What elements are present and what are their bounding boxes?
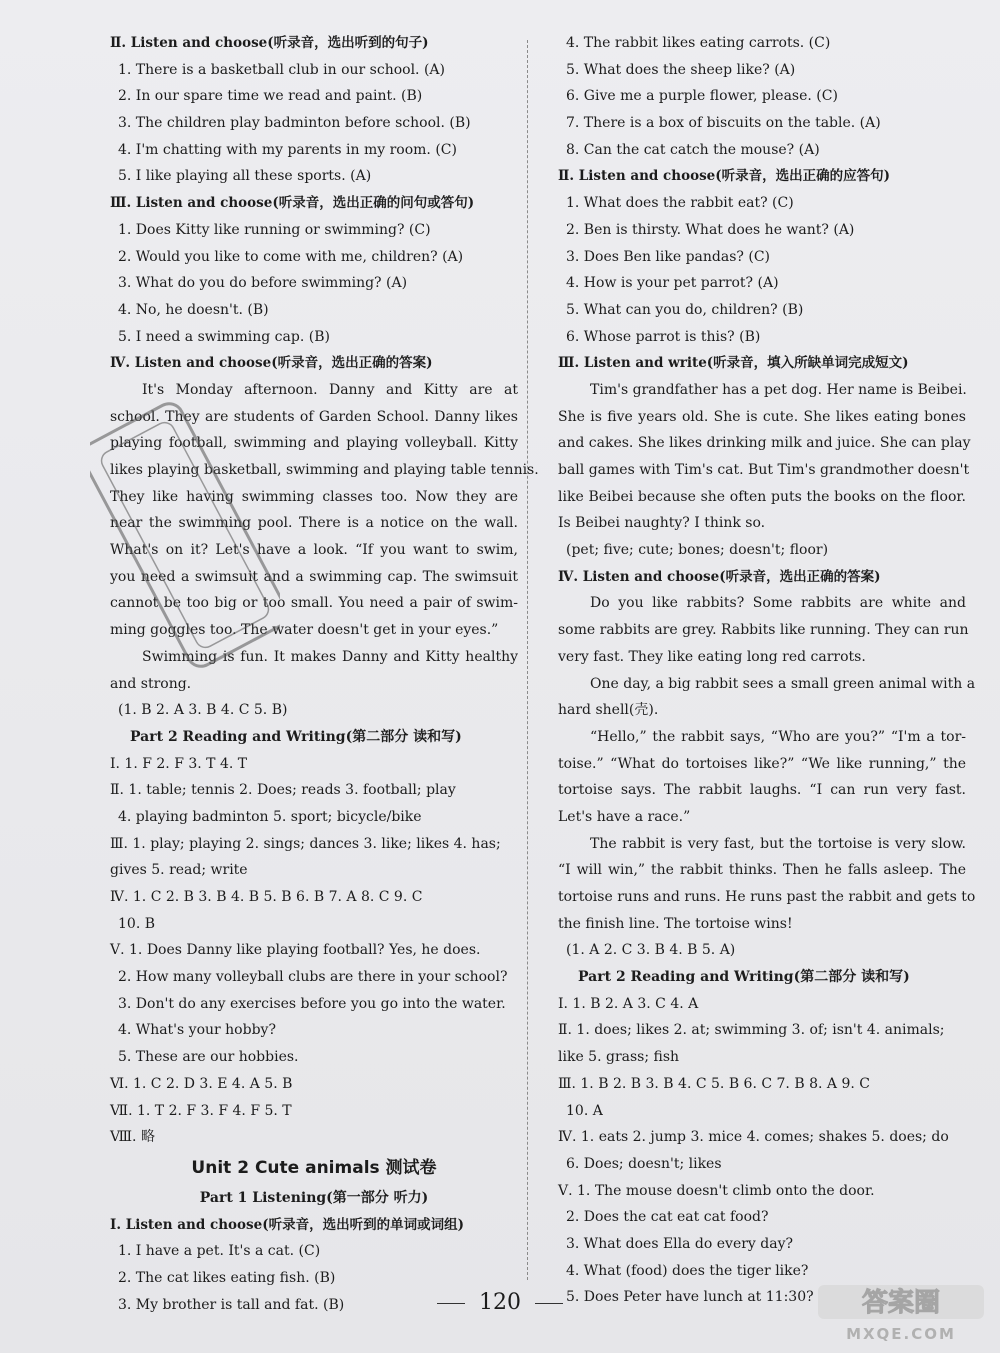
answer-line: 4. I'm chatting with my parents in my room. (C) (118, 141, 457, 158)
answer-line: 4. What's your hobby? (118, 1022, 276, 1039)
answer-line: Ⅴ. 1. Does Danny like playing football? Yes, he does. (110, 942, 481, 959)
answer-line: Ⅱ. 1. table; tennis 2. Does; reads 3. football; play (110, 782, 456, 799)
watermark-top: 答案圈 (861, 1288, 941, 1318)
left-column (110, 30, 539, 1318)
answer-line: 3. My brother is tall and fat. (B) (118, 1296, 345, 1313)
answer-line: 3. What does Ella do every day? (566, 1235, 794, 1252)
answer-line: Ⅲ. 1. play; playing 2. sings; dances 3. like; likes 4. has; (110, 835, 501, 852)
passage-line: What's on it? Let's have a look. “If you want to swim, (110, 542, 518, 559)
passage-line: school. They are students of Garden School. Danny likes (110, 408, 518, 425)
answer-line: 5. Does Peter have lunch at 11:30? (566, 1289, 814, 1306)
answer-line: (pet; five; cute; bones; doesn't; floor) (566, 542, 829, 559)
section-heading: Ⅳ. Listen and choose(听录音，选出正确的答案) (558, 568, 881, 585)
section-heading: Ⅱ. Listen and choose(听录音，选出正确的应答句) (558, 168, 891, 185)
answer-line: 1. I have a pet. It's a cat. (C) (118, 1243, 321, 1260)
answer-line: 5. I need a swimming cap. (B) (118, 328, 330, 345)
answer-line: Ⅴ. 1. The mouse doesn't climb onto the door. (558, 1182, 875, 1199)
column-divider (527, 40, 528, 1280)
answer-line: 3. Does Ben like pandas? (C) (566, 248, 771, 265)
passage-line: Is Beibei naughty? I think so. (558, 515, 766, 532)
answer-line: 4. playing badminton 5. sport; bicycle/bike (118, 808, 422, 825)
section-heading: Ⅱ. Listen and choose(听录音，选出听到的句子) (110, 35, 429, 51)
answer-line: 1. There is a basketball club in our school. (A) (118, 61, 445, 78)
answer-line: 8. Can the cat catch the mouse? (A) (566, 141, 820, 158)
passage-line: They like having swimming classes too. Now they are (110, 488, 518, 505)
answer-line: 6. Does; doesn't; likes (566, 1155, 722, 1172)
passage-line: tortoise says. The rabbit laughs. “I can run very fast. (558, 782, 966, 799)
passage-line: likes playing basketball, swimming and playing table tennis. (110, 462, 539, 478)
answer-line: 5. I like playing all these sports. (A) (118, 168, 372, 185)
answer-line: 6. Give me a purple flower, please. (C) (566, 88, 838, 105)
passage-line: the finish line. The tortoise wins! (558, 915, 793, 932)
passage-line: It's Monday afternoon. Danny and Kitty are at (142, 381, 518, 398)
answer-line: 4. The rabbit likes eating carrots. (C) (566, 35, 831, 51)
section-heading: Ⅲ. Listen and choose(听录音，选出正确的问句或答句) (110, 195, 475, 212)
answer-line: like 5. grass; fish (558, 1049, 680, 1066)
passage-line: very fast. They like eating long red carrots. (558, 648, 866, 665)
site-watermark (816, 1283, 986, 1343)
answer-line: Ⅰ. 1. F 2. F 3. T 4. T (110, 755, 248, 772)
answer-line: Ⅳ. 1. eats 2. jump 3. mice 4. comes; shakes 5. does; do (558, 1129, 949, 1146)
answer-line: (1. A 2. C 3. B 4. B 5. A) (566, 942, 736, 959)
part-heading: Part 2 Reading and Writing(第二部分 读和写) (130, 728, 462, 745)
answer-line: Ⅲ. 1. B 2. B 3. B 4. C 5. B 6. C 7. B 8. A 9. C (558, 1075, 870, 1092)
answer-line: 2. In our spare time we read and paint. (B) (118, 88, 423, 105)
answer-line: Ⅶ. 1. T 2. F 3. F 4. F 5. T (110, 1102, 292, 1119)
answer-line: 5. What does the sheep like? (A) (566, 61, 796, 78)
passage-line: She is five years old. She is cute. She likes eating bones (558, 408, 966, 425)
answer-line: 2. Does the cat eat cat food? (566, 1209, 769, 1226)
passage-line: One day, a big rabbit sees a small green animal with a (590, 675, 976, 692)
passage-line: “Hello,” the rabbit says, “Who are you?” “I'm a tor- (590, 728, 966, 745)
section-heading: Ⅲ. Listen and write(听录音，填入所缺单词完成短文) (558, 355, 909, 372)
part-heading: Part 1 Listening(第一部分 听力) (199, 1189, 429, 1206)
answer-line: 4. How is your pet parrot? (A) (566, 275, 779, 292)
passage-line: hard shell(壳). (558, 702, 659, 719)
right-column (558, 30, 976, 1311)
unit-title: Unit 2 Cute animals 测试卷 (191, 1157, 437, 1178)
answer-line: 10. B (118, 915, 156, 932)
answer-line: 1. What does the rabbit eat? (C) (566, 195, 794, 212)
passage-line: ball games with Tim's cat. But Tim's grandmother doesn't (558, 462, 970, 478)
page-number-text: 120 (479, 1290, 521, 1315)
passage-line: near the swimming pool. There is a notice on the wall. (110, 515, 518, 532)
answer-line: 4. No, he doesn't. (B) (118, 301, 269, 318)
passage-line: Tim's grandfather has a pet dog. Her name is Beibei. (590, 381, 967, 398)
answer-line: 10. A (566, 1102, 603, 1119)
answer-line: 5. These are our hobbies. (118, 1049, 299, 1066)
answer-line: Ⅷ. 略 (110, 1129, 155, 1146)
answer-line: Ⅰ. 1. B 2. A 3. C 4. A (558, 995, 699, 1012)
section-heading: Ⅳ. Listen and choose(听录音，选出正确的答案) (110, 355, 433, 372)
passage-line: you need a swimsuit and a swimming cap. The swimsuit (110, 568, 518, 585)
answer-line: 3. The children play badminton before school. (B) (118, 115, 471, 132)
answer-line: 2. The cat likes eating fish. (B) (118, 1269, 336, 1286)
passage-line: ming goggles too. The water doesn't get in your eyes.” (110, 622, 499, 639)
answer-line: Ⅵ. 1. C 2. D 3. E 4. A 5. B (110, 1075, 293, 1092)
passage-line: “I will win,” the rabbit thinks. Then he falls asleep. The (558, 862, 966, 879)
passage-line: like Beibei because she often puts the books on the floor. (558, 488, 966, 505)
passage-line: playing football, swimming and playing volleyball. Kitty (110, 435, 518, 452)
answer-line: 3. What do you do before swimming? (A) (118, 275, 408, 292)
passage-line: Swimming is fun. It makes Danny and Kitty healthy (142, 648, 518, 665)
answer-line: 2. Ben is thirsty. What does he want? (A) (566, 221, 855, 238)
passage-line: Do you like rabbits? Some rabbits are white and (590, 595, 966, 612)
passage-line: toise.” “What do tortoises like?” “We like running,” the (558, 755, 966, 772)
passage-line: tortoise runs and runs. He runs past the rabbit and gets to (558, 889, 976, 905)
answer-line: 1. Does Kitty like running or swimming? (C) (118, 221, 431, 238)
answer-line: (1. B 2. A 3. B 4. C 5. B) (118, 702, 288, 719)
answer-line: 7. There is a box of biscuits on the table. (A) (566, 115, 881, 132)
answer-line: 2. How many volleyball clubs are there in your school? (118, 969, 508, 986)
passage-line: cannot be too big or too small. You need a pair of swim- (110, 595, 518, 612)
passage-line: some rabbits are grey. Rabbits like running. They can run (558, 622, 969, 639)
watermark-bottom: MXQE.COM (846, 1325, 956, 1343)
answer-line: 4. What (food) does the tiger like? (566, 1262, 809, 1279)
answer-line: 2. Would you like to come with me, children? (A) (118, 248, 464, 265)
passage-line: and cakes. She likes drinking milk and juice. She can play (558, 435, 971, 452)
answer-line: Ⅳ. 1. C 2. B 3. B 4. B 5. B 6. B 7. A 8. C 9. C (110, 889, 423, 905)
answer-line: Ⅱ. 1. does; likes 2. at; swimming 3. of; isn't 4. animals; (558, 1022, 945, 1039)
passage-line: and strong. (110, 675, 192, 692)
answer-line: 6. Whose parrot is this? (B) (566, 328, 761, 345)
passage-line: The rabbit is very fast, but the tortoise is very slow. (590, 835, 966, 852)
answer-line: 5. What can you do, children? (B) (566, 301, 804, 318)
answer-line: 3. Don't do any exercises before you go into the water. (118, 995, 506, 1012)
answer-line: gives 5. read; write (110, 862, 248, 879)
section-heading: Ⅰ. Listen and choose(听录音，选出听到的单词或词组) (110, 1216, 464, 1233)
passage-line: Let's have a race.” (558, 808, 691, 825)
part-heading: Part 2 Reading and Writing(第二部分 读和写) (578, 969, 910, 986)
